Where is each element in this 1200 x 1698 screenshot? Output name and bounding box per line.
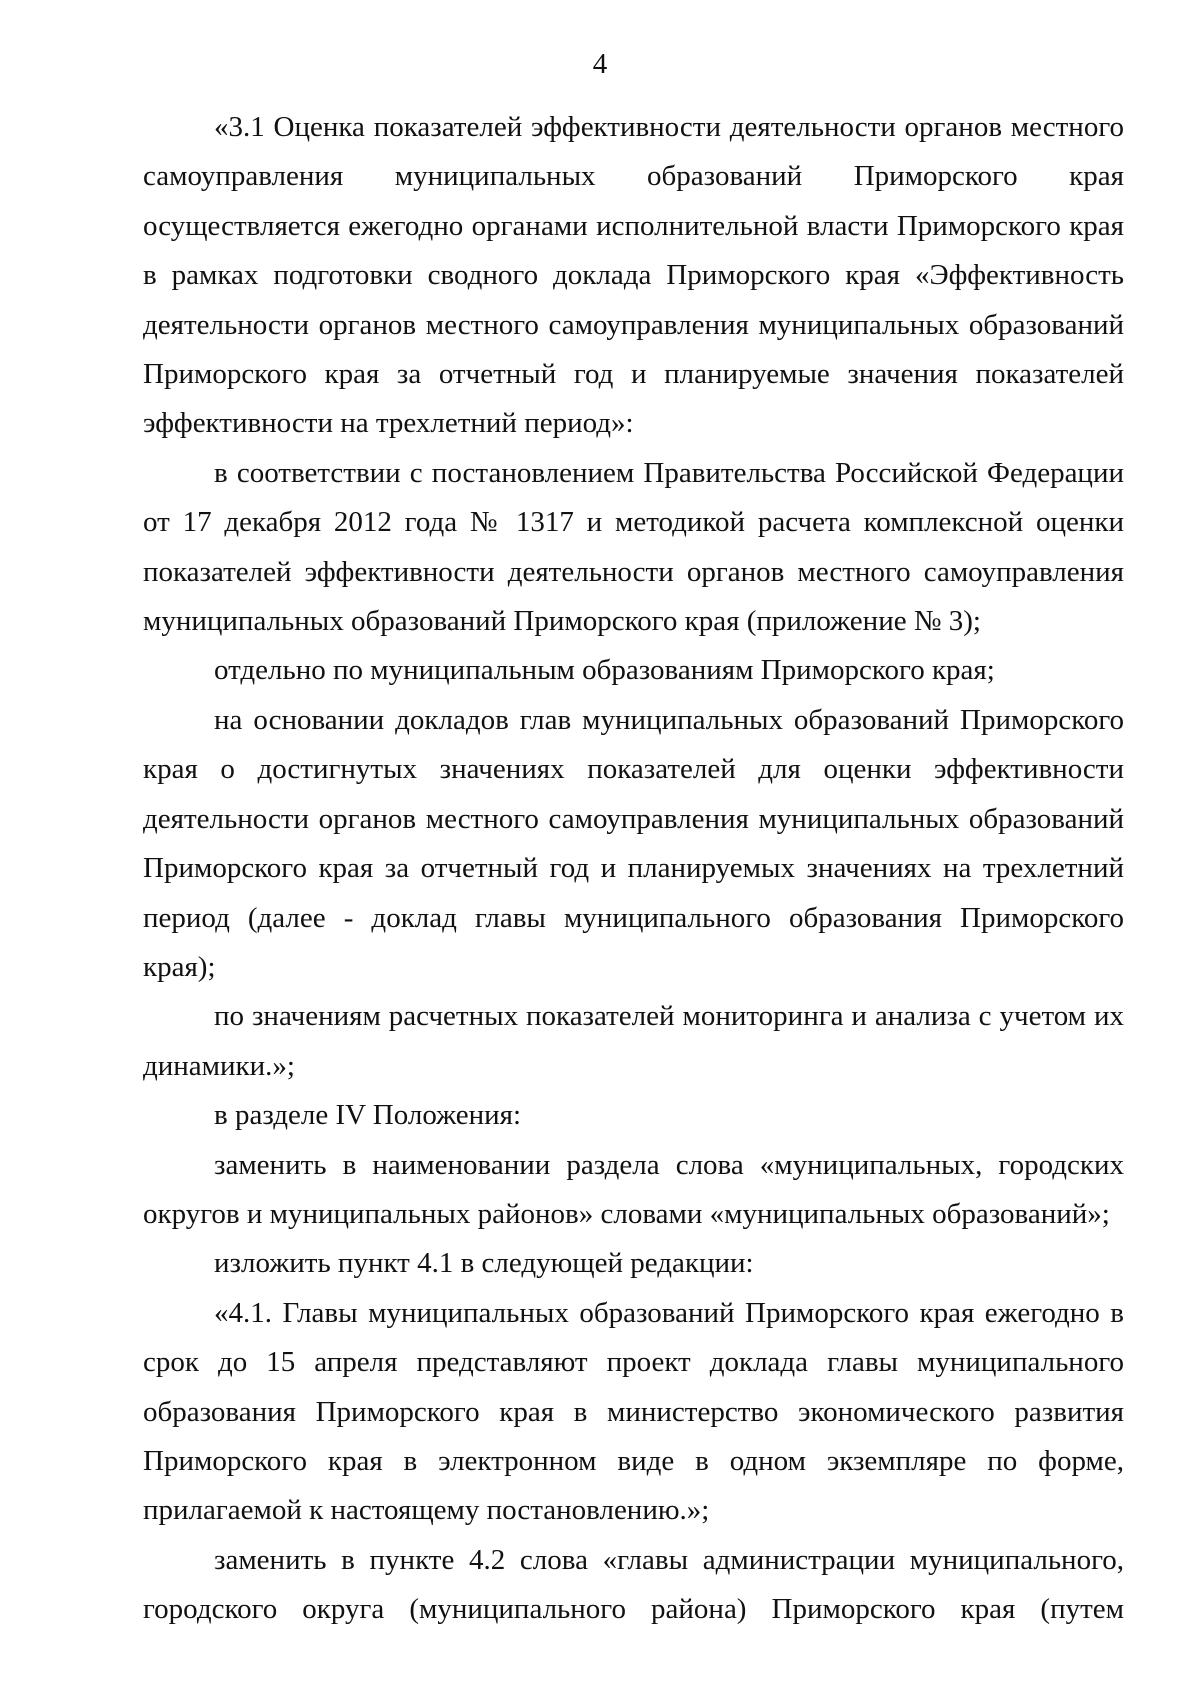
paragraph-rename-section: заменить в наименовании раздела слова «муниципальных, городских округов и муниципальных районов» словами «муниципальных образований»; xyxy=(143,1148,1124,1230)
paragraph-government-decree: в соответствии с постановлением Правительства Российской Федерации от 17 декабря 2012 года № 1317 и методикой расчета комплексной оценки показателей эффективности деятельности органов местного самоуправления муниципальных образований Приморского края (приложение № 3); xyxy=(143,456,1124,638)
document-body xyxy=(143,103,1124,1635)
paragraph-4-2-replace: заменить в пункте 4.2 слова «главы администрации муниципального, городского округа (муниципального района) Приморского края (путем xyxy=(143,1543,1124,1626)
paragraph-restate-4-1: изложить пункт 4.1 в следующей редакции: xyxy=(214,1247,754,1280)
paragraph-4-1-text: «4.1. Главы муниципальных образований Приморского края ежегодно в срок до 15 апреля представляют проект доклада главы муниципального образования Приморского края в министерство экономического развития Приморского края в электронном виде в одном экземпляре по форме, прилагаемой к настоящему постановлению.»; xyxy=(143,1296,1124,1527)
paragraph-separately: отдельно по муниципальным образованиям Приморского края; xyxy=(214,654,995,687)
paragraph-reports-basis: на основании докладов глав муниципальных образований Приморского края о достигнутых значениях показателей для оценки эффективности деятельности органов местного самоуправления муниципальных образований Приморского края за отчетный год и планируемых значениях на трехлетний период (далее - доклад главы муниципального образования Приморского края); xyxy=(143,703,1124,983)
paragraph-3-1: «3.1 Оценка показателей эффективности деятельности органов местного самоуправления муниципальных образований Приморского края осуществляется ежегодно органами исполнительной власти Приморского края в рамках подготовки сводного доклада Приморского края «Эффективность деятельности органов местного самоуправления муниципальных образований Приморского края за отчетный год и планируемые значения показателей эффективности на трехлетний период»: xyxy=(143,111,1124,440)
paragraph-section-iv: в разделе IV Положения: xyxy=(214,1099,522,1132)
page-number: 4 xyxy=(592,48,608,80)
paragraph-monitoring: по значениям расчетных показателей мониторинга и анализа с учетом их динамики.»; xyxy=(143,1000,1124,1082)
